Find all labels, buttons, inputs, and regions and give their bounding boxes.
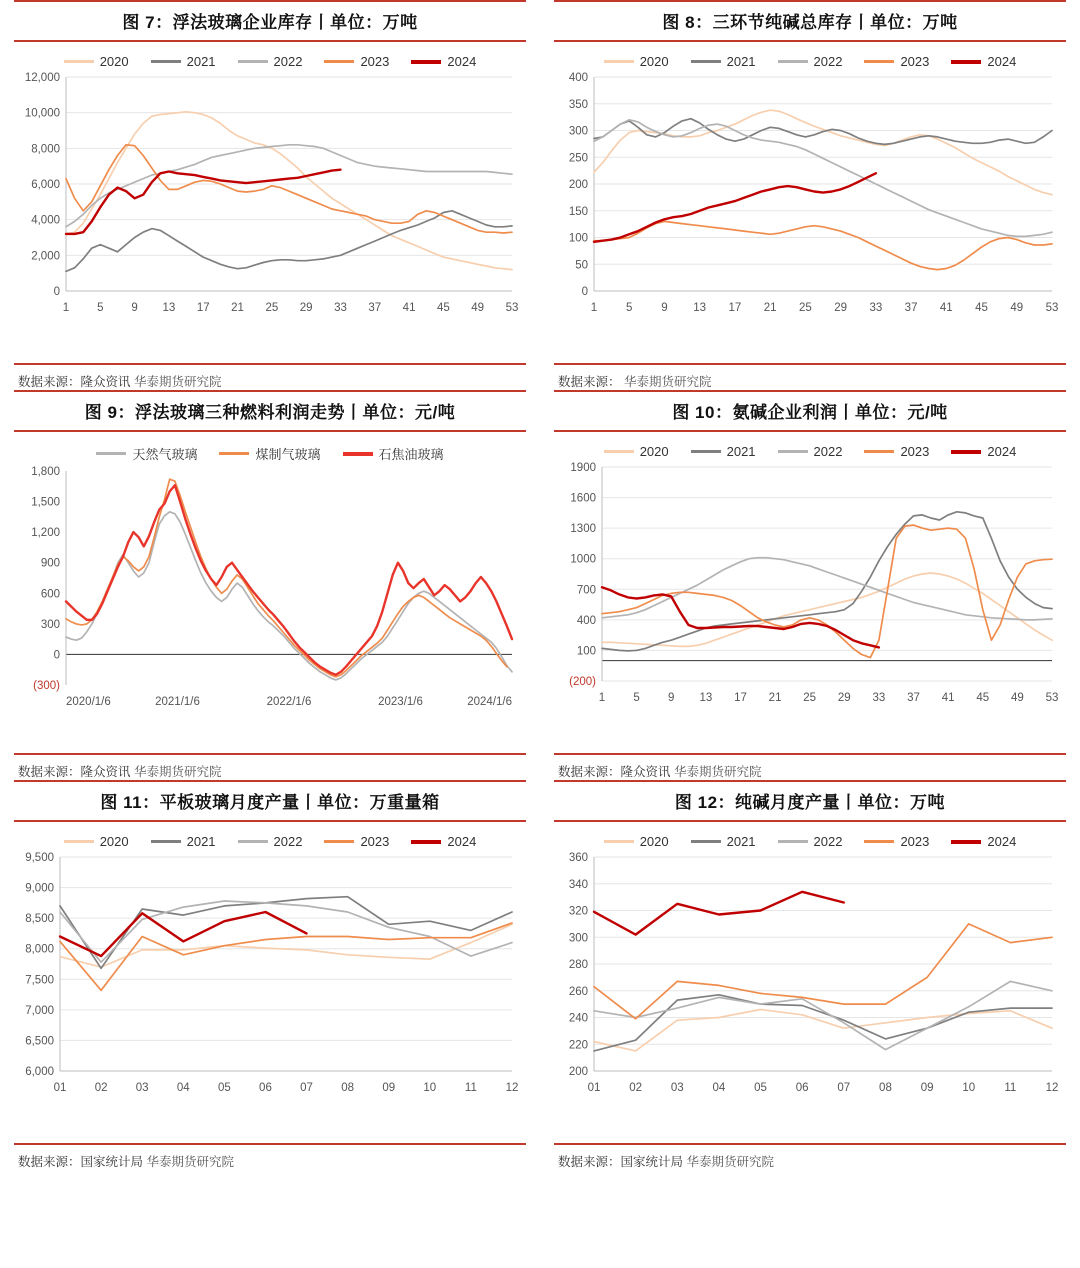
source-prefix: 数据来源：国家统计局 bbox=[558, 1155, 684, 1169]
source-org: 华泰期货研究院 bbox=[146, 1155, 235, 1169]
svg-text:25: 25 bbox=[798, 302, 812, 314]
chart-title-fig7: 图 7：浮法玻璃企业库存丨单位：万吨 bbox=[14, 0, 526, 42]
legend-label: 石焦油玻璃 bbox=[378, 447, 444, 462]
svg-text:25: 25 bbox=[265, 302, 279, 314]
legend-item[interactable] bbox=[604, 444, 669, 459]
svg-text:240: 240 bbox=[568, 1012, 588, 1025]
svg-text:2022/1/6: 2022/1/6 bbox=[266, 696, 312, 708]
svg-text:1: 1 bbox=[590, 302, 598, 314]
legend-swatch-icon bbox=[778, 450, 808, 453]
legend-item[interactable] bbox=[951, 444, 1016, 459]
svg-text:400: 400 bbox=[576, 614, 596, 627]
legend-item[interactable] bbox=[151, 54, 216, 69]
source-org: 华泰期货研究院 bbox=[686, 1155, 775, 1169]
legend-label: 2024 bbox=[987, 444, 1017, 459]
source-fig9 bbox=[14, 753, 526, 780]
chart-title-fig11: 图 11：平板玻璃月度产量丨单位：万重量箱 bbox=[14, 780, 526, 822]
legend-swatch-icon bbox=[324, 840, 354, 843]
source-prefix: 数据来源：隆众资讯 bbox=[558, 765, 671, 779]
svg-text:7,500: 7,500 bbox=[25, 974, 54, 987]
legend-label: 2024 bbox=[447, 54, 477, 69]
svg-text:6,000: 6,000 bbox=[25, 1066, 54, 1078]
svg-text:07: 07 bbox=[300, 1082, 313, 1094]
legend-label: 天然气玻璃 bbox=[132, 447, 198, 462]
svg-text:10,000: 10,000 bbox=[24, 107, 60, 120]
svg-text:06: 06 bbox=[259, 1082, 272, 1094]
svg-text:900: 900 bbox=[40, 557, 60, 570]
legend-fig7 bbox=[14, 54, 526, 69]
legend-swatch-icon bbox=[604, 60, 634, 63]
legend-swatch-icon bbox=[151, 840, 181, 843]
svg-text:41: 41 bbox=[939, 302, 953, 314]
legend-label: 2023 bbox=[900, 54, 930, 69]
legend-swatch-icon bbox=[238, 840, 268, 843]
legend-label: 2022 bbox=[813, 54, 843, 69]
legend-item[interactable] bbox=[864, 834, 929, 849]
source-prefix: 数据来源：国家统计局 bbox=[18, 1155, 144, 1169]
svg-text:(300): (300) bbox=[33, 680, 60, 692]
legend-label: 2023 bbox=[900, 444, 930, 459]
svg-text:100: 100 bbox=[568, 232, 588, 245]
legend-item[interactable] bbox=[691, 54, 756, 69]
svg-text:17: 17 bbox=[734, 692, 747, 704]
svg-text:04: 04 bbox=[176, 1082, 190, 1094]
svg-text:05: 05 bbox=[754, 1082, 767, 1094]
svg-text:400: 400 bbox=[568, 72, 588, 84]
svg-text:53: 53 bbox=[1045, 692, 1059, 704]
panel-fig8 bbox=[540, 0, 1080, 390]
svg-text:33: 33 bbox=[869, 302, 883, 314]
svg-text:7,000: 7,000 bbox=[25, 1004, 54, 1017]
legend-label: 2022 bbox=[813, 444, 843, 459]
svg-text:9: 9 bbox=[668, 692, 675, 704]
svg-text:29: 29 bbox=[837, 692, 851, 704]
svg-text:10: 10 bbox=[423, 1082, 437, 1094]
svg-text:21: 21 bbox=[768, 692, 782, 704]
svg-text:350: 350 bbox=[568, 98, 588, 111]
legend-swatch-icon bbox=[238, 60, 268, 63]
legend-fig10 bbox=[554, 444, 1066, 459]
legend-label: 2023 bbox=[360, 834, 390, 849]
chart-title-fig12: 图 12：纯碱月度产量丨单位：万吨 bbox=[554, 780, 1066, 822]
svg-text:300: 300 bbox=[568, 932, 588, 945]
svg-text:320: 320 bbox=[568, 905, 588, 918]
svg-text:10: 10 bbox=[962, 1082, 976, 1094]
legend-item[interactable] bbox=[778, 834, 843, 849]
panel-fig10 bbox=[540, 390, 1080, 780]
svg-text:04: 04 bbox=[712, 1082, 726, 1094]
svg-text:2020/1/6: 2020/1/6 bbox=[66, 696, 111, 708]
svg-text:37: 37 bbox=[368, 302, 382, 314]
svg-text:49: 49 bbox=[471, 302, 485, 314]
svg-text:08: 08 bbox=[341, 1082, 355, 1094]
legend-swatch-icon bbox=[324, 60, 354, 63]
svg-text:29: 29 bbox=[299, 302, 313, 314]
svg-text:07: 07 bbox=[837, 1082, 851, 1094]
legend-item[interactable] bbox=[238, 834, 303, 849]
legend-label: 2020 bbox=[99, 54, 129, 69]
svg-text:1,200: 1,200 bbox=[31, 527, 60, 540]
legend-label: 2021 bbox=[726, 444, 756, 459]
svg-text:8,500: 8,500 bbox=[25, 913, 54, 926]
legend-swatch-icon bbox=[691, 60, 721, 63]
svg-text:02: 02 bbox=[94, 1082, 108, 1094]
source-fig8 bbox=[554, 363, 1066, 390]
legend-fig11 bbox=[14, 834, 526, 849]
legend-label: 2022 bbox=[813, 834, 843, 849]
svg-text:300: 300 bbox=[568, 125, 588, 138]
legend-item[interactable] bbox=[238, 54, 303, 69]
legend-label: 2024 bbox=[987, 834, 1017, 849]
panel-fig11 bbox=[0, 780, 540, 1170]
svg-text:6,500: 6,500 bbox=[25, 1035, 54, 1048]
source-prefix: 数据来源： bbox=[558, 375, 621, 389]
legend-item[interactable] bbox=[864, 444, 929, 459]
svg-text:700: 700 bbox=[576, 584, 596, 597]
svg-text:600: 600 bbox=[40, 588, 60, 601]
legend-swatch-icon bbox=[951, 840, 981, 844]
svg-text:1: 1 bbox=[598, 692, 606, 704]
svg-text:5: 5 bbox=[97, 302, 104, 314]
source-org: 华泰期货研究院 bbox=[134, 375, 222, 389]
legend-fig8 bbox=[554, 54, 1066, 69]
svg-text:2024/1/6: 2024/1/6 bbox=[467, 696, 512, 708]
legend-fig9 bbox=[14, 444, 526, 463]
legend-swatch-icon bbox=[864, 60, 894, 63]
svg-text:1000: 1000 bbox=[570, 553, 596, 566]
svg-text:17: 17 bbox=[196, 302, 210, 314]
svg-text:2,000: 2,000 bbox=[31, 250, 60, 263]
source-org: 华泰期货研究院 bbox=[134, 765, 222, 779]
chart-title-fig10: 图 10：氨碱企业利润丨单位：元/吨 bbox=[554, 390, 1066, 432]
svg-text:300: 300 bbox=[40, 618, 60, 631]
source-prefix: 数据来源：隆众资讯 bbox=[18, 765, 131, 779]
svg-text:41: 41 bbox=[402, 302, 416, 314]
legend-item[interactable] bbox=[411, 834, 476, 849]
svg-text:1,800: 1,800 bbox=[31, 466, 60, 478]
svg-text:(200): (200) bbox=[569, 676, 596, 688]
legend-label: 2021 bbox=[186, 54, 216, 69]
svg-text:5: 5 bbox=[633, 692, 640, 704]
svg-text:33: 33 bbox=[334, 302, 347, 314]
svg-text:200: 200 bbox=[568, 1066, 588, 1078]
legend-fig12 bbox=[554, 834, 1066, 849]
svg-text:13: 13 bbox=[699, 692, 713, 704]
legend-item[interactable] bbox=[64, 54, 129, 69]
legend-label: 2020 bbox=[639, 54, 669, 69]
chart-title-fig8: 图 8：三环节纯碱总库存丨单位：万吨 bbox=[554, 0, 1066, 42]
legend-item[interactable] bbox=[691, 444, 756, 459]
panel-fig12 bbox=[540, 780, 1080, 1170]
source-fig12 bbox=[554, 1143, 1066, 1170]
legend-swatch-icon bbox=[864, 450, 894, 453]
svg-text:2021/1/6: 2021/1/6 bbox=[155, 696, 200, 708]
legend-label: 2020 bbox=[639, 834, 669, 849]
svg-text:1,500: 1,500 bbox=[31, 496, 60, 509]
legend-swatch-icon bbox=[864, 840, 894, 843]
legend-item[interactable] bbox=[96, 444, 197, 463]
svg-text:49: 49 bbox=[1010, 692, 1024, 704]
source-org: 华泰期货研究院 bbox=[674, 765, 762, 779]
legend-label: 2021 bbox=[186, 834, 216, 849]
legend-item[interactable] bbox=[343, 444, 444, 463]
svg-text:33: 33 bbox=[872, 692, 886, 704]
panel-fig9 bbox=[0, 390, 540, 780]
legend-item[interactable] bbox=[324, 834, 389, 849]
svg-text:1: 1 bbox=[62, 302, 70, 314]
svg-text:9: 9 bbox=[661, 302, 668, 314]
legend-swatch-icon bbox=[778, 60, 808, 63]
legend-label: 2020 bbox=[99, 834, 129, 849]
svg-text:9: 9 bbox=[131, 302, 138, 314]
legend-item[interactable] bbox=[604, 834, 669, 849]
svg-text:9,000: 9,000 bbox=[25, 882, 54, 895]
svg-text:1600: 1600 bbox=[570, 492, 596, 505]
svg-text:25: 25 bbox=[803, 692, 817, 704]
legend-swatch-icon bbox=[691, 450, 721, 453]
legend-label: 煤制气玻璃 bbox=[255, 447, 321, 462]
legend-item[interactable] bbox=[219, 444, 320, 463]
chart-title-fig9: 图 9：浮法玻璃三种燃料利润走势丨单位：元/吨 bbox=[14, 390, 526, 432]
svg-text:37: 37 bbox=[907, 692, 920, 704]
plot-area-fig11 bbox=[14, 849, 526, 1143]
legend-label: 2022 bbox=[273, 54, 303, 69]
svg-text:41: 41 bbox=[941, 692, 955, 704]
svg-text:5: 5 bbox=[626, 302, 633, 314]
svg-text:01: 01 bbox=[587, 1082, 601, 1094]
svg-text:13: 13 bbox=[693, 302, 707, 314]
legend-swatch-icon bbox=[604, 450, 634, 453]
svg-text:06: 06 bbox=[795, 1082, 809, 1094]
plot-area-fig8 bbox=[554, 69, 1066, 363]
svg-text:29: 29 bbox=[834, 302, 848, 314]
legend-label: 2023 bbox=[360, 54, 390, 69]
legend-swatch-icon bbox=[151, 60, 181, 63]
svg-text:0: 0 bbox=[53, 649, 60, 662]
svg-text:220: 220 bbox=[568, 1039, 588, 1052]
svg-text:6,000: 6,000 bbox=[31, 179, 60, 191]
svg-text:0: 0 bbox=[53, 286, 60, 298]
legend-item[interactable] bbox=[778, 444, 843, 459]
svg-text:8,000: 8,000 bbox=[31, 143, 60, 156]
svg-text:53: 53 bbox=[1045, 302, 1059, 314]
svg-text:17: 17 bbox=[728, 302, 742, 314]
panel-fig7 bbox=[0, 0, 540, 390]
svg-text:13: 13 bbox=[162, 302, 176, 314]
legend-item[interactable] bbox=[864, 54, 929, 69]
legend-label: 2023 bbox=[900, 834, 930, 849]
svg-text:45: 45 bbox=[436, 302, 450, 314]
legend-item[interactable] bbox=[778, 54, 843, 69]
svg-text:45: 45 bbox=[976, 692, 990, 704]
svg-text:1300: 1300 bbox=[570, 523, 596, 536]
svg-text:100: 100 bbox=[576, 645, 596, 658]
legend-swatch-icon bbox=[343, 452, 373, 456]
plot-area-fig10 bbox=[554, 459, 1066, 753]
legend-swatch-icon bbox=[691, 840, 721, 843]
legend-label: 2020 bbox=[639, 444, 669, 459]
svg-text:08: 08 bbox=[879, 1082, 892, 1094]
svg-text:53: 53 bbox=[505, 302, 519, 314]
plot-area-fig12 bbox=[554, 849, 1066, 1143]
svg-text:4,000: 4,000 bbox=[31, 214, 60, 227]
legend-swatch-icon bbox=[604, 840, 634, 843]
svg-text:150: 150 bbox=[568, 205, 588, 218]
svg-text:09: 09 bbox=[920, 1082, 934, 1094]
svg-text:09: 09 bbox=[382, 1082, 396, 1094]
legend-item[interactable] bbox=[951, 834, 1016, 849]
source-prefix: 数据来源：隆众资讯 bbox=[18, 375, 131, 389]
svg-text:03: 03 bbox=[135, 1082, 149, 1094]
legend-label: 2022 bbox=[273, 834, 303, 849]
legend-swatch-icon bbox=[411, 60, 441, 64]
svg-text:250: 250 bbox=[568, 152, 588, 165]
legend-swatch-icon bbox=[219, 452, 249, 455]
svg-text:200: 200 bbox=[568, 179, 588, 191]
plot-area-fig9 bbox=[14, 463, 526, 753]
svg-text:8,000: 8,000 bbox=[25, 943, 54, 956]
svg-text:37: 37 bbox=[904, 302, 918, 314]
plot-area-fig7 bbox=[14, 69, 526, 363]
svg-text:45: 45 bbox=[975, 302, 988, 314]
legend-item[interactable] bbox=[411, 54, 476, 69]
svg-text:2023/1/6: 2023/1/6 bbox=[378, 696, 423, 708]
svg-text:12: 12 bbox=[1045, 1082, 1059, 1094]
legend-swatch-icon bbox=[951, 60, 981, 64]
legend-swatch-icon bbox=[778, 840, 808, 843]
svg-text:11: 11 bbox=[1004, 1082, 1017, 1094]
legend-swatch-icon bbox=[96, 452, 126, 455]
svg-text:340: 340 bbox=[568, 878, 588, 891]
svg-text:49: 49 bbox=[1010, 302, 1024, 314]
svg-text:280: 280 bbox=[568, 959, 588, 971]
legend-item[interactable] bbox=[951, 54, 1016, 69]
legend-item[interactable] bbox=[604, 54, 669, 69]
legend-item[interactable] bbox=[324, 54, 389, 69]
svg-text:02: 02 bbox=[629, 1082, 643, 1094]
legend-label: 2021 bbox=[726, 54, 756, 69]
svg-text:1900: 1900 bbox=[570, 462, 596, 474]
svg-text:01: 01 bbox=[53, 1082, 67, 1094]
legend-swatch-icon bbox=[951, 450, 981, 454]
legend-label: 2024 bbox=[447, 834, 477, 849]
source-fig10 bbox=[554, 753, 1066, 780]
legend-swatch-icon bbox=[64, 60, 94, 63]
svg-text:03: 03 bbox=[670, 1082, 684, 1094]
legend-item[interactable] bbox=[151, 834, 216, 849]
legend-swatch-icon bbox=[411, 840, 441, 844]
source-fig7 bbox=[14, 363, 526, 390]
svg-text:50: 50 bbox=[575, 259, 588, 272]
legend-item[interactable] bbox=[64, 834, 129, 849]
source-fig11 bbox=[14, 1143, 526, 1170]
svg-text:360: 360 bbox=[568, 852, 588, 864]
svg-text:05: 05 bbox=[217, 1082, 231, 1094]
legend-swatch-icon bbox=[64, 840, 94, 843]
svg-text:12: 12 bbox=[505, 1082, 519, 1094]
source-org: 华泰期货研究院 bbox=[624, 375, 712, 389]
legend-item[interactable] bbox=[691, 834, 756, 849]
svg-text:21: 21 bbox=[231, 302, 244, 314]
svg-text:12,000: 12,000 bbox=[24, 72, 60, 84]
svg-text:21: 21 bbox=[763, 302, 777, 314]
legend-label: 2024 bbox=[987, 54, 1017, 69]
svg-text:11: 11 bbox=[464, 1082, 477, 1094]
svg-text:260: 260 bbox=[568, 985, 588, 998]
legend-label: 2021 bbox=[726, 834, 756, 849]
svg-text:0: 0 bbox=[581, 286, 588, 298]
svg-text:9,500: 9,500 bbox=[25, 852, 54, 864]
